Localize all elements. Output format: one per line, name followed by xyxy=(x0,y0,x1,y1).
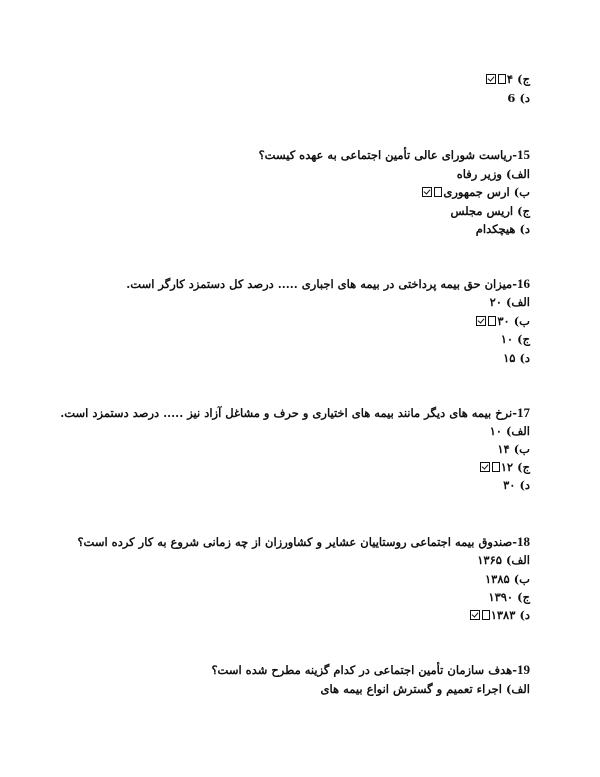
option-label: الف) xyxy=(505,682,530,696)
option-label: الف) xyxy=(505,553,530,567)
question-text: -میزان حق بیمه پرداختی در بیمه های اجباری ..... درصد کل دستمزد کارگر است. xyxy=(126,277,517,291)
question-16-option-b xyxy=(475,314,530,328)
question-18 xyxy=(77,535,530,549)
question-16-option-a xyxy=(490,295,530,309)
option-label: ج) xyxy=(517,460,530,474)
option-label: الف) xyxy=(505,167,530,181)
question-text: -هدف سازمان تأمین اجتماعی در کدام گزینه مطرح شده است؟ xyxy=(211,663,517,677)
empty-box-icon xyxy=(492,462,500,472)
option-label: د) xyxy=(519,222,530,236)
checkmark-icon xyxy=(480,462,490,472)
checkmark-icon xyxy=(470,610,480,620)
option-label: ب) xyxy=(513,185,530,199)
option-value: وزیر رفاه xyxy=(456,167,502,181)
question-15-option-b xyxy=(421,185,530,199)
option-value: ۳۰ xyxy=(503,478,516,492)
option-value: ۱۳۹۰ xyxy=(488,590,514,604)
option-label: ب) xyxy=(513,314,530,328)
option-label: ب) xyxy=(513,572,530,586)
empty-box-icon xyxy=(482,610,490,620)
question-number: 17 xyxy=(517,405,530,420)
option-label: الف) xyxy=(505,424,530,438)
option-label: ج) xyxy=(517,590,530,604)
option-label: ج) xyxy=(517,332,530,346)
option-value: اریس مجلس xyxy=(450,204,514,218)
question-number: 16 xyxy=(517,276,530,291)
option-value: ۱۴ xyxy=(497,442,510,456)
top-option-c xyxy=(485,72,530,86)
top-option-d xyxy=(507,91,530,105)
question-number: 18 xyxy=(517,534,530,549)
option-label: د) xyxy=(519,351,530,365)
question-18-option-d xyxy=(469,608,530,622)
option-value: ۴ xyxy=(506,72,514,86)
question-17 xyxy=(60,406,530,420)
question-17-option-a xyxy=(490,424,530,438)
question-16-option-d xyxy=(503,351,530,365)
question-15 xyxy=(259,148,530,162)
question-15-option-a xyxy=(457,167,530,181)
option-value: ۱۳۸۵ xyxy=(484,572,510,586)
option-label: ج) xyxy=(517,204,530,218)
question-17-option-d xyxy=(503,478,530,492)
option-label: ج) xyxy=(517,72,530,86)
option-label: د) xyxy=(519,478,530,492)
question-19 xyxy=(211,663,530,677)
option-value: ارس جمهوری xyxy=(443,185,510,199)
option-value: ۲۰ xyxy=(489,295,502,309)
checkmark-icon xyxy=(486,74,496,84)
question-number: 15 xyxy=(517,147,530,162)
empty-box-icon xyxy=(488,316,496,326)
question-15-option-c xyxy=(450,204,530,218)
question-17-option-c xyxy=(479,460,530,474)
option-value: ۱۰ xyxy=(489,424,502,438)
question-18-option-a xyxy=(477,553,530,567)
option-label: د) xyxy=(519,608,530,622)
question-18-option-c xyxy=(488,590,530,604)
option-value: هیچکدام xyxy=(475,222,516,236)
question-text: -صندوق بیمه اجتماعی روستاییان عشایر و کشاورزان از چه زمانی شروع به کار کرده است؟ xyxy=(77,535,517,549)
option-label: د) xyxy=(519,91,530,105)
option-value: ۳۰ xyxy=(497,314,510,328)
question-17-option-b xyxy=(497,442,530,456)
option-value: 6 xyxy=(507,91,516,105)
question-18-option-b xyxy=(485,572,530,586)
question-19-option-a xyxy=(321,682,530,696)
option-value: ۱۰ xyxy=(500,332,514,346)
option-value: اجراء تعمیم و گسترش انواع بیمه های xyxy=(320,682,502,696)
question-16-option-c xyxy=(501,332,530,346)
question-16 xyxy=(126,277,530,291)
option-value: ۱۵ xyxy=(503,351,516,365)
option-label: ب) xyxy=(513,442,530,456)
question-text: -نرخ بیمه های دیگر مانند بیمه های اختیاری و حرف و مشاغل آزاد نیز ..... درصد دستمزد است. xyxy=(60,406,517,420)
option-value: ۱۳۶۵ xyxy=(477,553,502,567)
option-value: ۱۳۸۳ xyxy=(490,608,516,622)
empty-box-icon xyxy=(434,187,442,197)
question-15-option-d xyxy=(476,222,530,236)
checkmark-icon xyxy=(476,316,486,326)
question-number: 19 xyxy=(517,662,530,677)
question-text: -ریاست شورای عالی تأمین اجتماعی به عهده کیست؟ xyxy=(258,148,517,162)
checkmark-icon xyxy=(422,187,432,197)
option-value: ۱۲ xyxy=(500,460,514,474)
empty-box-icon xyxy=(498,74,506,84)
option-label: الف) xyxy=(505,295,530,309)
